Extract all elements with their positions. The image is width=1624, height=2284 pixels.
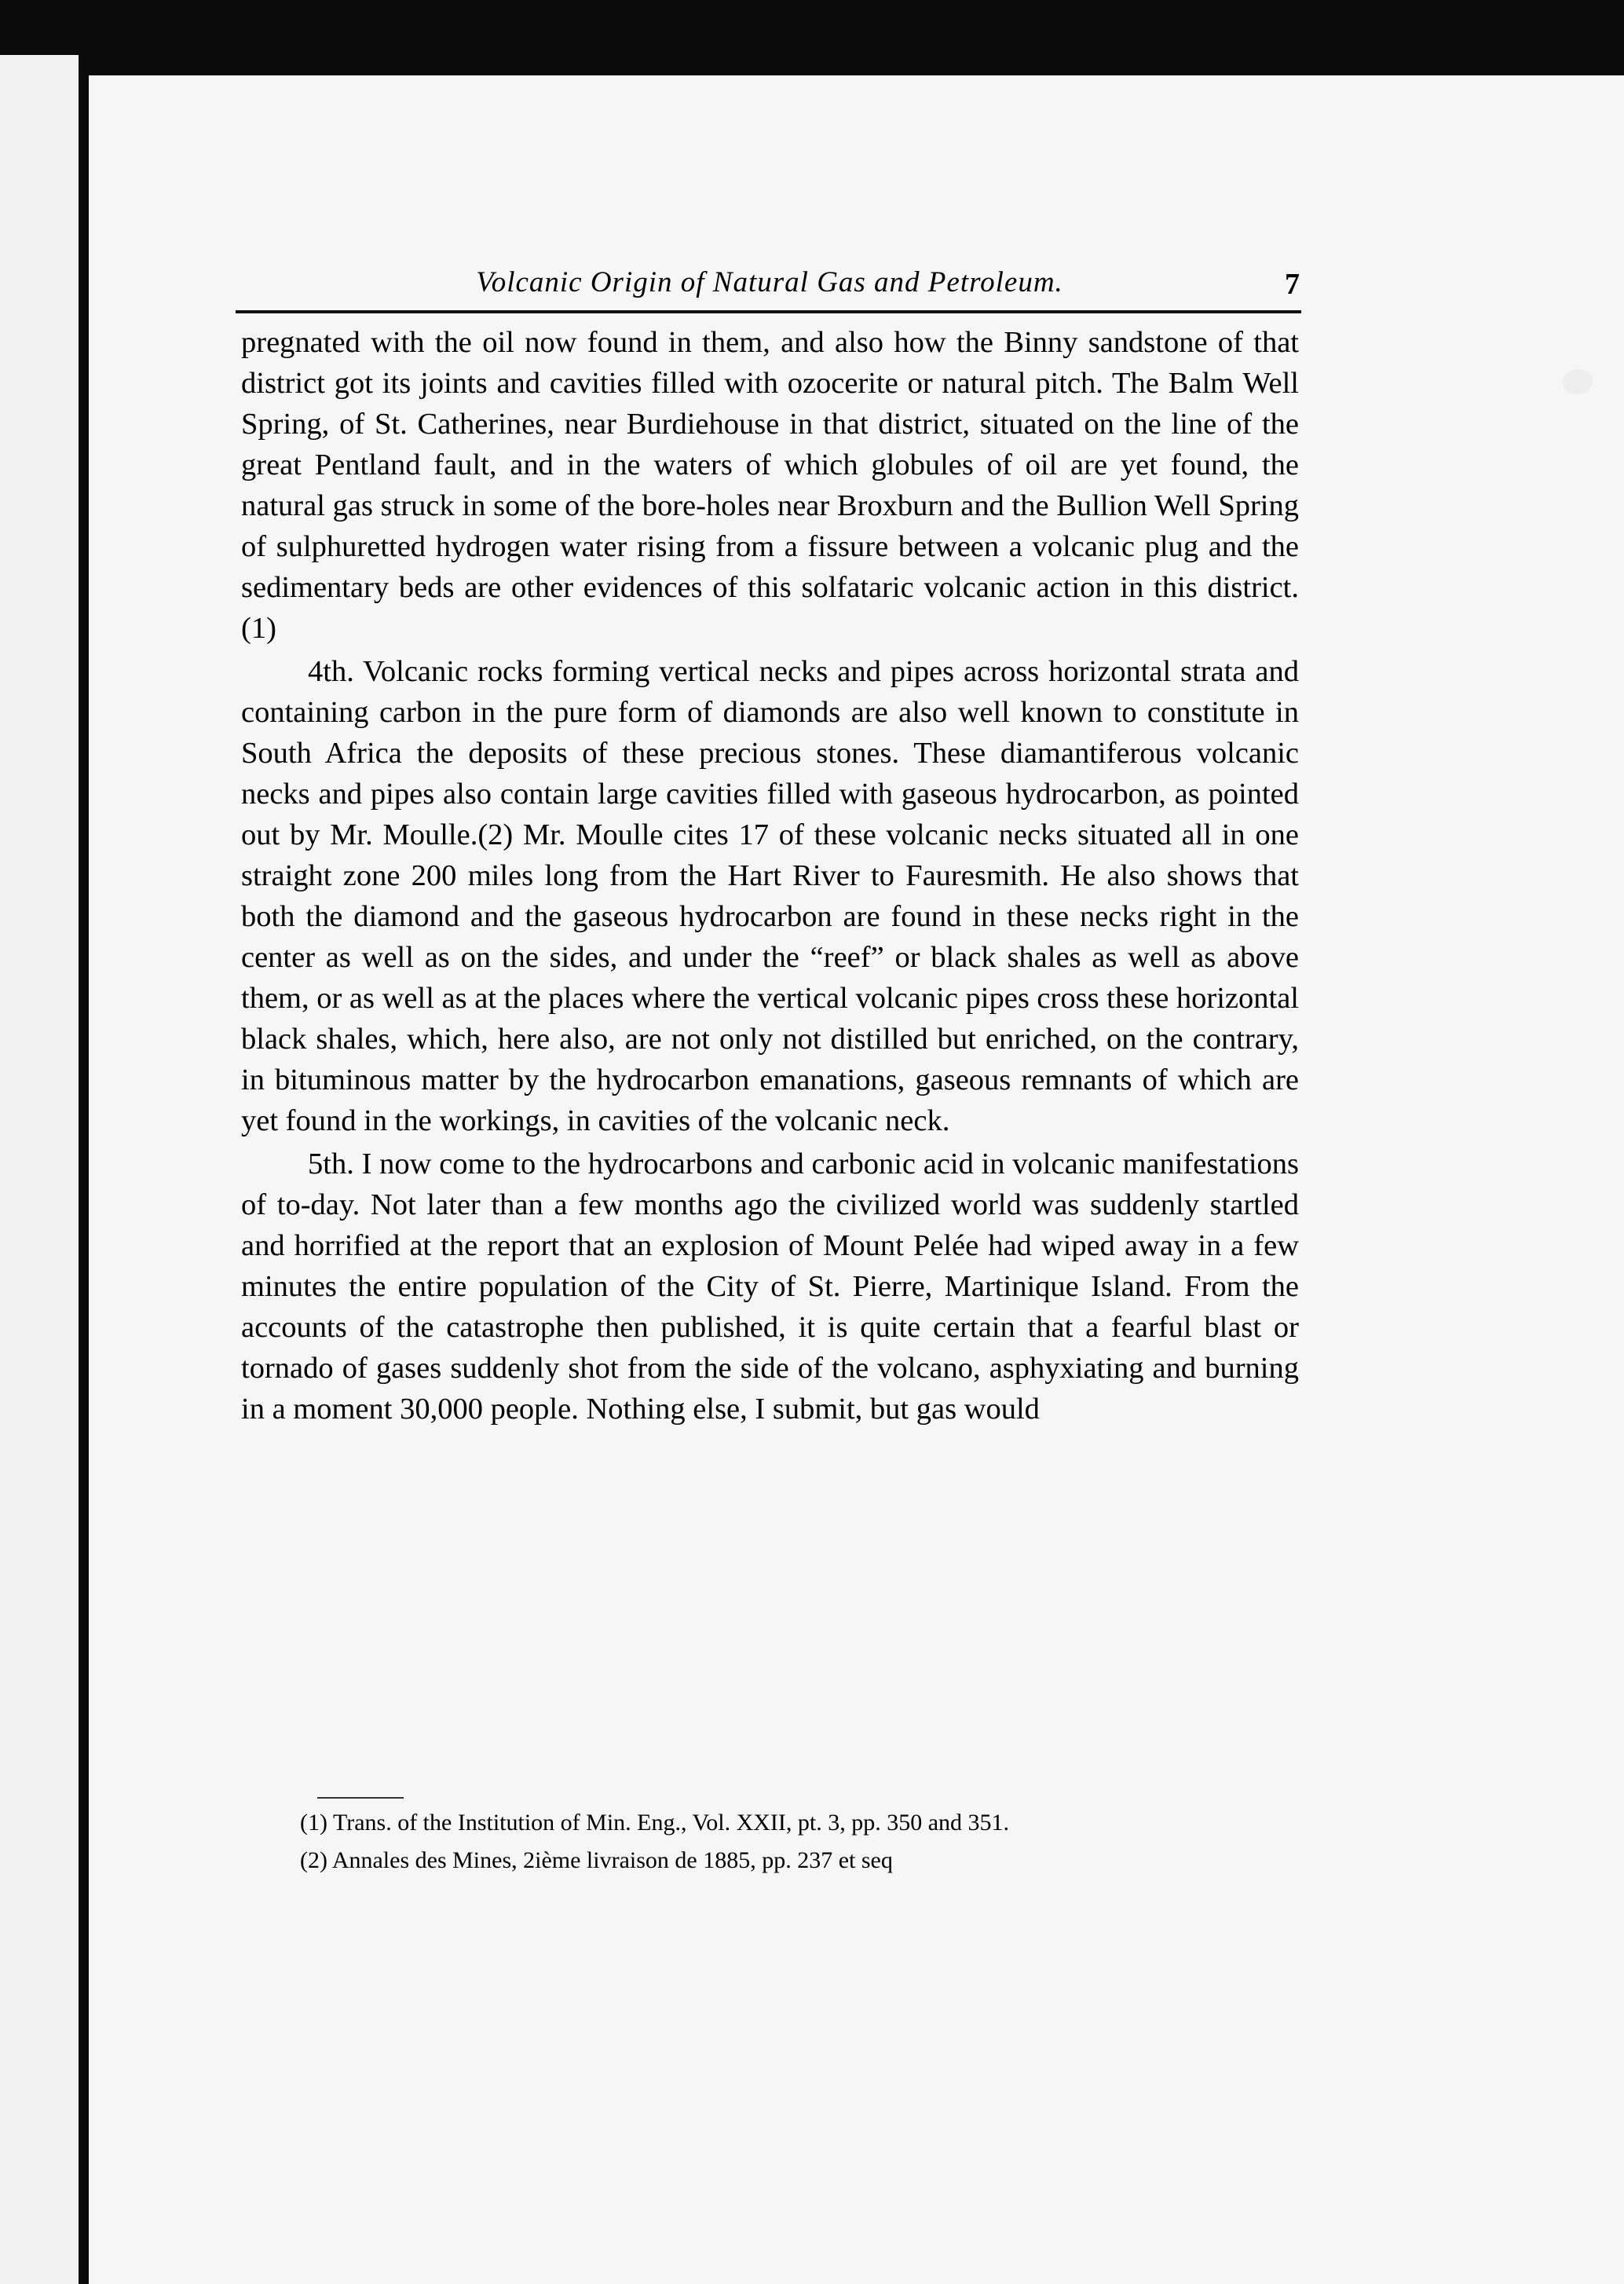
footnote-2: (2) Annales des Mines, 2ième livraison de 1885, pp. 237 et seq <box>300 1847 893 1873</box>
header-rule <box>236 310 1301 313</box>
running-title: Volcanic Origin of Natural Gas and Petroleum. <box>476 266 1063 298</box>
paragraph-5th: 5th. I now come to the hydrocarbons and carbonic acid in volcanic manifestations of to-day. Not later than a few months ago the civilized world was suddenly startled and horrified at the report that an explosion of Mount Pelée had wiped away in a few minutes the entire population of the City of St. Pierre, Martinique Island. From the accounts of the catastrophe then published, it is quite certain that a fearful blast or tornado of gases suddenly shot from the side of the volcano, asphyxiating and burning in a moment 30,000 people. Nothing else, I submit, but gas would <box>241 1147 1299 1426</box>
footnotes <box>241 1806 1299 1877</box>
facing-page-edge <box>0 55 79 2284</box>
paragraph-4th: 4th. Volcanic rocks forming vertical necks and pipes across horizontal strata and containing carbon in the pure form of diamonds are also well known to constitute in South Africa the deposits of these precious stones. These diamantiferous volcanic necks and pipes also contain large cavities filled with gaseous hydrocarbon, as pointed out by Mr. Moulle.(2) Mr. Moulle cites 17 of these volcanic necks situated all in one straight zone 200 miles long from the Hart River to Fauresmith. He also shows that both the diamond and the gaseous hydrocarbon are found in these necks right in the center as well as on the sides, and under the “reef” or black shales as well as above them, or as well as at the places where the vertical volcanic pipes cross these horizontal black shales, which, here also, are not only not distilled but enriched, on the contrary, in bituminous matter by the hydrocarbon emanations, gaseous remnants of which are yet found in the workings, in cavities of the volcanic neck. <box>241 655 1299 1137</box>
paragraph-continued: pregnated with the oil now found in them, and also how the Binny sandstone of that district got its joints and cavities filled with ozocerite or natural pitch. The Balm Well Spring, of St. Catherines, near Burdiehouse in that district, situated on the line of the great Pentland fault, and in the waters of which globules of oil are yet found, the natural gas struck in some of the bore-holes near Broxburn and the Bullion Well Spring of sulphuretted hydrogen water rising from a fissure between a volcanic plug and the sedimentary beds are other evidences of this solfataric volcanic action in this district. (1) <box>241 326 1299 645</box>
scan-speck <box>1563 369 1593 394</box>
body-text <box>241 322 1299 1429</box>
footnote-rule <box>317 1797 404 1799</box>
footnote-1: (1) Trans. of the Institution of Min. Eng., Vol. XXII, pt. 3, pp. 350 and 351. <box>300 1810 1010 1836</box>
page-number: 7 <box>1285 268 1300 301</box>
running-header <box>240 259 1300 314</box>
